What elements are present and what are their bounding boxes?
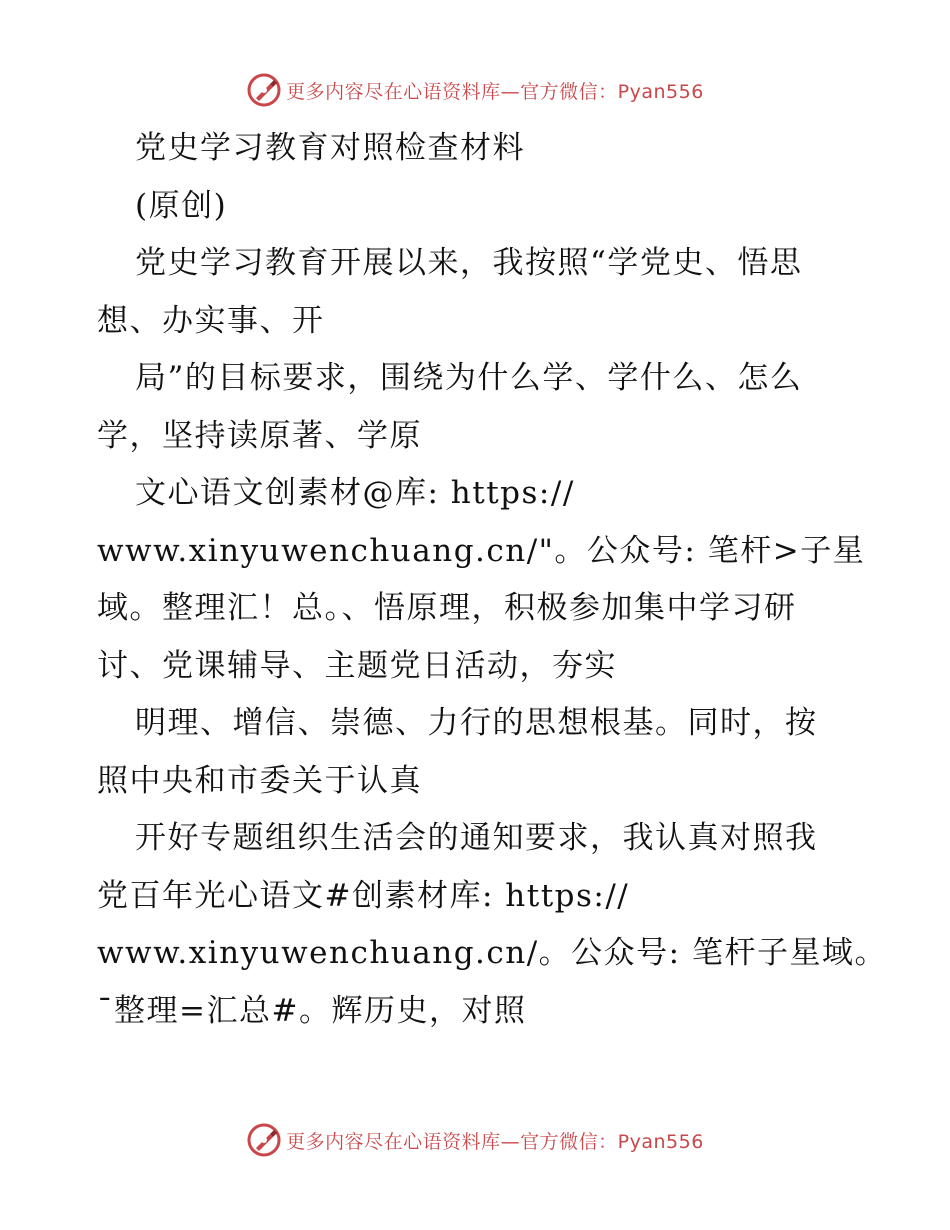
header-banner xyxy=(0,70,950,110)
footer-banner xyxy=(0,1120,950,1160)
document-body xyxy=(97,120,887,1040)
header-banner-text: 更多内容尽在心语资料库—官方微信：Pyan556 xyxy=(286,80,704,103)
paragraph-line: 照中央和市委关于认真 xyxy=(97,762,422,799)
paragraph-line: www.xinyuwenchuang.cn/"。公众号: 笔杆>子星 xyxy=(97,532,866,569)
document-subtitle: (原创) xyxy=(135,187,228,224)
header-banner-inner xyxy=(246,72,704,108)
paragraph-line: 局”的目标要求，围绕为什么学、学什么、怎么 xyxy=(135,360,803,396)
paragraph-line: ¯整理=汇总#。辉历史，对照 xyxy=(97,992,527,1029)
pen-logo-icon xyxy=(246,72,282,108)
document-title: 党史学习教育对照检查材料 xyxy=(135,130,525,166)
paragraph-line: 想、办实事、开 xyxy=(97,302,325,339)
paragraph-line: 党史学习教育开展以来，我按照“学党史、悟思 xyxy=(135,245,803,281)
paragraph-line: 开好专题组织生活会的通知要求，我认真对照我 xyxy=(135,820,818,856)
paragraph-line: 明理、增信、崇德、力行的思想根基。同时，按 xyxy=(135,705,818,741)
pen-logo-icon xyxy=(246,1122,282,1158)
paragraph-line: 域。整理汇！总。、悟原理，积极参加集中学习研 xyxy=(97,590,797,626)
paragraph-line: 文心语文创素材@库: https:// xyxy=(135,475,575,511)
paragraph-line: 党百年光心语文#创素材库: https:// xyxy=(97,877,630,914)
footer-banner-inner xyxy=(246,1122,704,1158)
footer-banner-text: 更多内容尽在心语资料库—官方微信：Pyan556 xyxy=(286,1130,704,1153)
paragraph-line: 讨、党课辅导、主题党日活动，夯实 xyxy=(97,647,617,684)
paragraph-line: www.xinyuwenchuang.cn/。公众号: 笔杆子星域。 xyxy=(97,935,887,971)
paragraph-line: 学，坚持读原著、学原 xyxy=(97,417,422,454)
